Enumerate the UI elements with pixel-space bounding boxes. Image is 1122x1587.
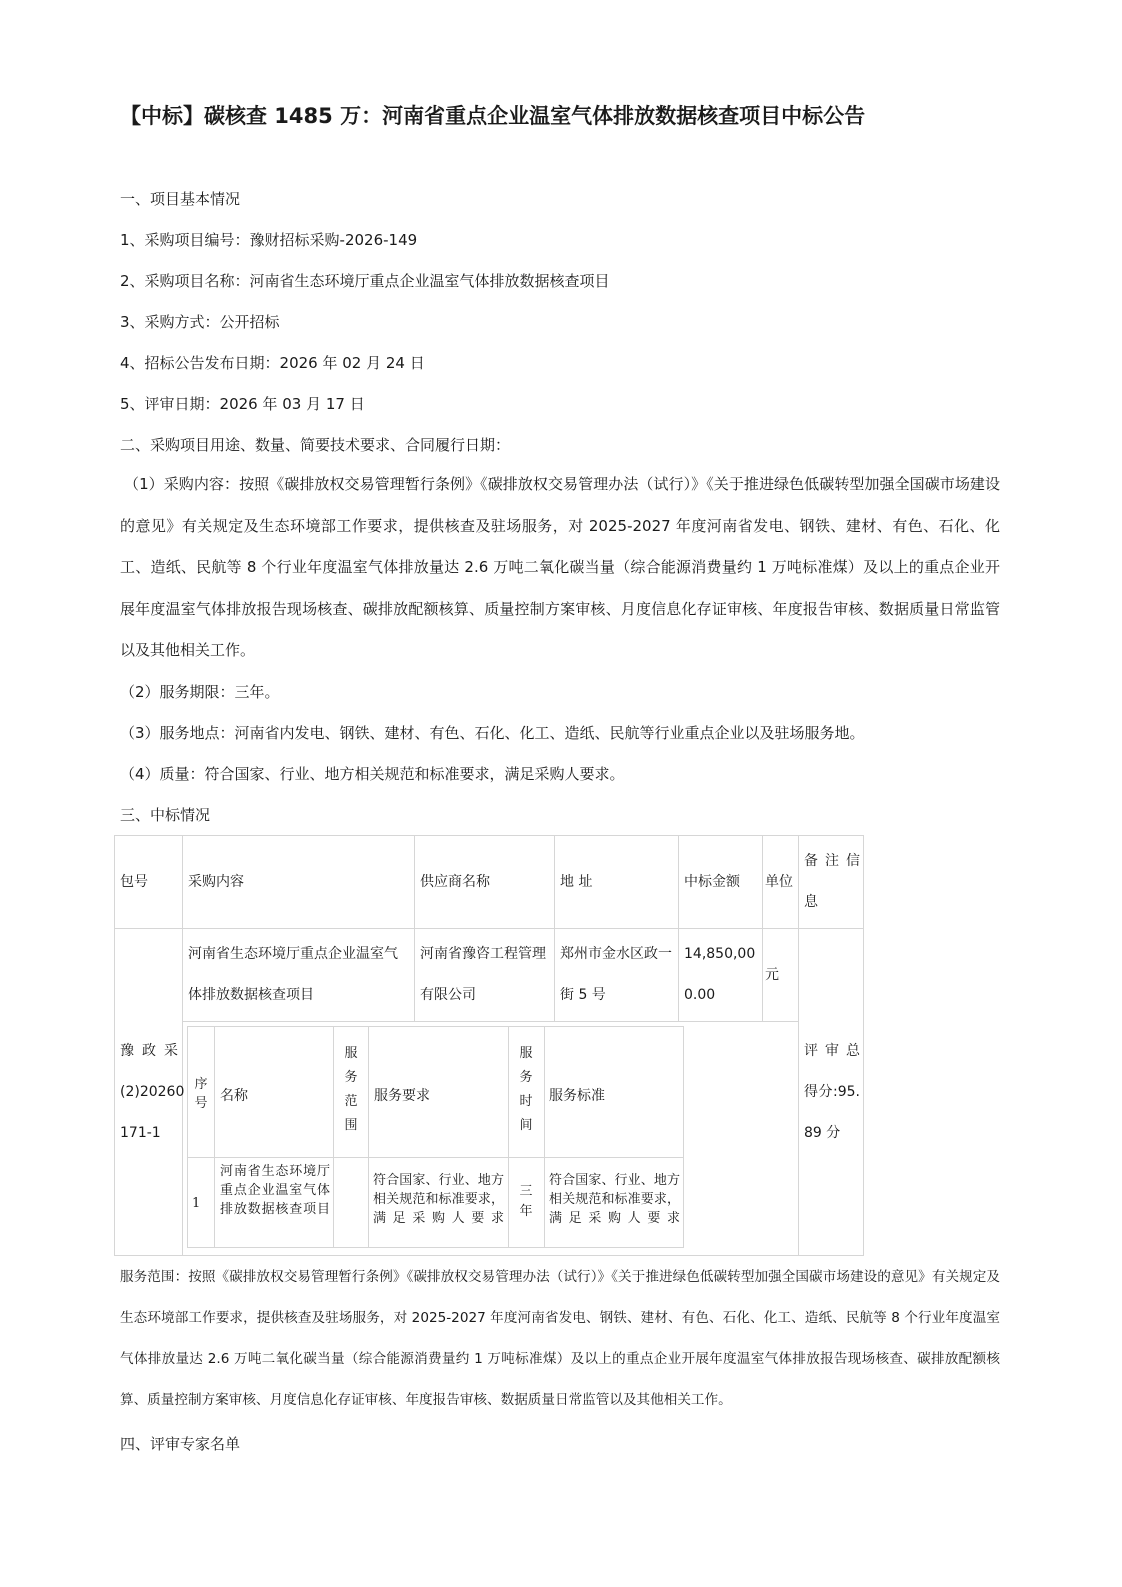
header-supplier: 供应商名称	[420, 874, 490, 890]
table-divider	[508, 1026, 509, 1248]
service-scope-note: 服务范围：按照《碳排放权交易管理暂行条例》《碳排放权交易管理办法（试行）》《关于推进绿色低碳转型加强全国碳市场建设的意见》有关规定及生态环境部工作要求，提供核查及驻场服务，对 2025-2027 年度河南省发电、钢铁、建材、有色、石化、化工、造纸、民航等 8 个行业年度温室气体排放量达 2.6 万吨二氧化碳当量（综合能源消费量约 1 万吨标准煤）及以上的重点企业开展年度温室气体排放报告现场核查、碳排放配额核算、质量控制方案审核、月度信息化存证审核、年度报告审核、数据质量日常监管以及其他相关工作。	[120, 1269, 1000, 1408]
table-divider	[182, 835, 183, 1256]
inner-cell-requirement: 符合国家、行业、地方相关规范和标准要求，满足采购人要求	[373, 1173, 504, 1226]
cell-unit: 元	[765, 967, 779, 983]
project-number: 1、采购项目编号：豫财招标采购-2026-149	[120, 231, 418, 249]
table-divider	[114, 928, 864, 929]
cell-content: 河南省生态环境厅重点企业温室气体排放数据核查项目	[188, 946, 398, 1003]
service-period: （2）服务期限：三年。	[120, 683, 280, 701]
section4-heading: 四、评审专家名单	[120, 1435, 241, 1453]
section2-heading: 二、采购项目用途、数量、简要技术要求、合同履行日期：	[120, 436, 511, 454]
header-address: 地 址	[560, 874, 593, 890]
project-name: 2、采购项目名称：河南省生态环境厅重点企业温室气体排放数据核查项目	[120, 272, 610, 290]
header-unit: 单位	[765, 874, 793, 890]
table-divider	[544, 1026, 545, 1248]
header-package: 包号	[120, 874, 148, 890]
inner-cell-no: 1	[192, 1196, 201, 1211]
inner-header-requirement: 服务要求	[374, 1088, 430, 1104]
header-remark: 备 注 信 息	[804, 853, 860, 910]
page-title: 【中标】碳核查 1485 万：河南省重点企业温室气体排放数据核查项目中标公告	[120, 104, 866, 128]
cell-amount: 14,850,00 0.00	[684, 946, 756, 1003]
inner-cell-name: 河南省生态环境厅重点企业温室气体排放数据核查项目	[220, 1164, 330, 1217]
procurement-content: （1）采购内容：按照《碳排放权交易管理暂行条例》《碳排放权交易管理办法（试行）》《关于推进绿色低碳转型加强全国碳市场建设的意见》有关规定及生态环境部工作要求，提供核查及驻场服务，对 2025-2027 年度河南省发电、钢铁、建材、有色、石化、化工、造纸、民航等 8 个行业年度温室气体排放量达 2.6 万吨二氧化碳当量（综合能源消费量约 1 万吨标准煤）及以上的重点企业开展年度温室气体排放报告现场核查、碳排放配额核算、质量控制方案审核、月度信息化存证审核、年度报告审核、数据质量日常监管以及其他相关工作。	[120, 475, 1000, 659]
table-divider	[368, 1026, 369, 1248]
inner-header-time: 服 务 时 间	[519, 1046, 533, 1133]
header-content: 采购内容	[188, 874, 244, 890]
inner-header-standard: 服务标准	[549, 1088, 605, 1104]
table-divider	[187, 1157, 684, 1158]
announcement-date: 4、招标公告发布日期：2026 年 02 月 24 日	[120, 354, 425, 372]
section1-heading: 一、项目基本情况	[120, 190, 241, 208]
inner-header-scope: 服 务 范 围	[344, 1046, 358, 1133]
table-divider	[214, 1026, 215, 1248]
quality-requirement: （4）质量：符合国家、行业、地方相关规范和标准要求，满足采购人要求。	[120, 765, 625, 783]
inner-header-name: 名称	[220, 1088, 248, 1104]
cell-supplier: 河南省豫咨工程管理有限公司	[420, 946, 546, 1003]
cell-remark: 评 审 总 得分:95. 89 分	[804, 1043, 860, 1141]
inner-cell-time: 三 年	[519, 1184, 533, 1219]
inner-cell-standard: 符合国家、行业、地方相关规范和标准要求，满足采购人要求	[549, 1173, 680, 1226]
table-divider	[182, 1021, 798, 1022]
review-date: 5、评审日期：2026 年 03 月 17 日	[120, 395, 365, 413]
inner-header-no: 序 号	[194, 1077, 208, 1111]
table-divider	[333, 1026, 334, 1248]
header-amount: 中标金额	[684, 874, 740, 890]
procurement-method: 3、采购方式：公开招标	[120, 313, 280, 331]
cell-package: 豫 政 采 (2)20260 171-1	[120, 1043, 185, 1141]
section3-heading: 三、中标情况	[120, 806, 211, 824]
service-place: （3）服务地点：河南省内发电、钢铁、建材、有色、石化、化工、造纸、民航等行业重点企业以及驻场服务地。	[120, 724, 865, 742]
cell-address: 郑州市金水区政一街 5 号	[560, 946, 672, 1003]
